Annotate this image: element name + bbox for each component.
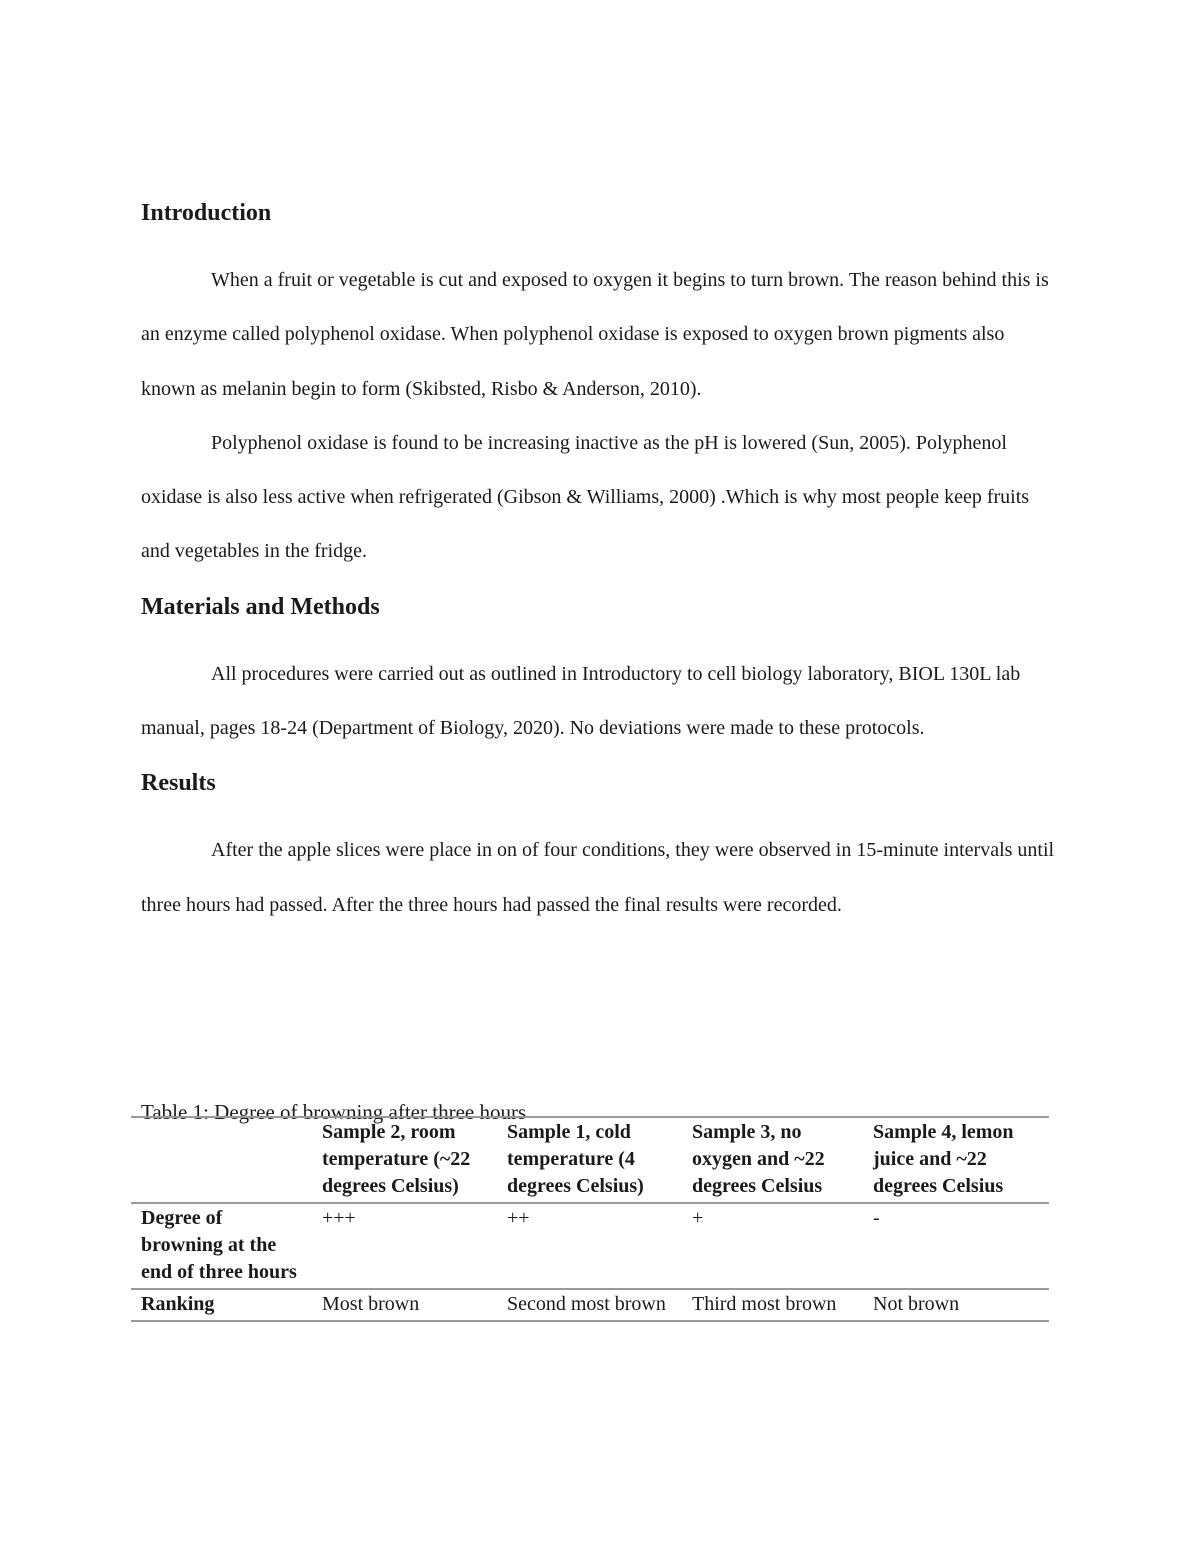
table-cell: Most brown xyxy=(312,1289,497,1321)
table-row xyxy=(131,1203,1049,1289)
table-header-cell: Sample 4, lemon juice and ~22 degrees Celsius xyxy=(863,1117,1049,1203)
methods-body xyxy=(141,647,1061,756)
methods-heading: Materials and Methods xyxy=(141,593,380,620)
table-cell: Third most brown xyxy=(682,1289,863,1321)
table-header-cell xyxy=(131,1117,312,1203)
table-header-cell: Sample 3, no oxygen and ~22 degrees Celsius xyxy=(682,1117,863,1203)
table-cell: - xyxy=(863,1203,1049,1289)
introduction-paragraph: When a fruit or vegetable is cut and exposed to oxygen it begins to turn brown. The reason behind this is an enzyme called polyphenol oxidase. When polyphenol oxidase is exposed to oxygen brown pigments also known as melanin begin to form (Skibsted, Risbo & Anderson, 2010). xyxy=(141,269,1049,400)
table-header-cell: Sample 1, cold temperature (4 degrees Celsius) xyxy=(497,1117,682,1203)
introduction-heading: Introduction xyxy=(141,200,272,226)
table-cell: +++ xyxy=(312,1203,497,1289)
table-cell: ++ xyxy=(497,1203,682,1289)
results-heading: Results xyxy=(141,770,216,797)
table-cell: Not brown xyxy=(863,1289,1049,1321)
table-row-label: Ranking xyxy=(131,1289,312,1321)
table-cell: + xyxy=(682,1203,863,1289)
results-table xyxy=(131,1116,1049,1322)
methods-paragraph: All procedures were carried out as outlined in Introductory to cell biology laboratory, BIOL 130L lab manual, pages 18-24 (Department of Biology, 2020). No deviations were made to these protocols. xyxy=(141,662,1021,740)
document-page xyxy=(141,197,1061,932)
results-body xyxy=(141,823,1061,932)
table-header-row xyxy=(131,1117,1049,1203)
introduction-paragraph: Polyphenol oxidase is found to be increasing inactive as the pH is lowered (Sun, 2005). Polyphenol oxidase is also less active when refrigerated (Gibson & Williams, 2000) .Which is why most people keep fruits and vegetables in the fridge. xyxy=(141,431,1030,563)
table-row xyxy=(131,1289,1049,1321)
introduction-body xyxy=(141,253,1061,579)
results-paragraph: After the apple slices were place in on of four conditions, they were observed in 15-minute intervals until three hours had passed. After the three hours had passed the final results were recorded. xyxy=(141,839,1055,916)
table-row-label: Degree of browning at the end of three hours xyxy=(131,1203,312,1289)
table-cell: Second most brown xyxy=(497,1289,682,1321)
table-caption: Table 1: Degree of browning after three hours xyxy=(141,1100,527,1124)
table-header-cell: Sample 2, room temperature (~22 degrees Celsius) xyxy=(312,1117,497,1203)
